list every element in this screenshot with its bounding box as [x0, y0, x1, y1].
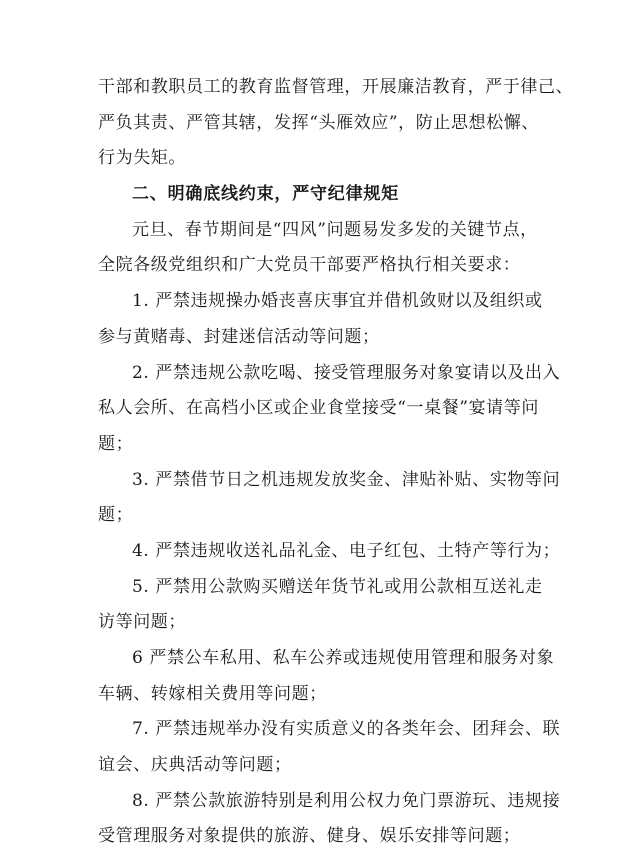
text-line: 1. 严禁违规操办婚丧喜庆事宜并借机敛财以及组织或 [132, 291, 543, 312]
text-line: 元旦、春节期间是“四风”问题易发多发的关键节点， [132, 219, 538, 240]
text-line: 私人会所、在高档小区或企业食堂接受“一桌餐”宴请等问 [98, 398, 539, 419]
text-line: 严负其责、严管其辖，发挥“头雁效应”，防止思想松懈、 [98, 112, 539, 133]
text-line: 4. 严禁违规收送礼品礼金、电子红包、土特产等行为； [132, 540, 561, 561]
text-line: 行为失矩。 [98, 148, 186, 169]
text-line: 7. 严禁违规举办没有实质意义的各类年会、团拜会、联 [132, 719, 561, 740]
text-line: 访等问题； [98, 612, 186, 633]
text-line: 5. 严禁用公款购买赠送年货节礼或用公款相互送礼走 [132, 576, 543, 597]
text-line: 题； [98, 433, 134, 454]
text-line: 6 严禁公车私用、私车公养或违规使用管理和服务对象 [132, 648, 555, 668]
text-line: 车辆、转嫁相关费用等问题； [98, 683, 327, 704]
text-line: 干部和教职员工的教育监督管理，开展廉洁教育，严于律己、 [98, 77, 574, 97]
text-line: 受管理服务对象提供的旅游、健身、娱乐安排等问题； [98, 826, 521, 847]
text-line: 题； [98, 505, 134, 526]
text-line: 2. 严禁违规公款吃喝、接受管理服务对象宴请以及出入 [132, 362, 561, 383]
document-body [98, 70, 574, 855]
text-line: 参与黄赌毒、封建迷信活动等问题； [98, 326, 380, 347]
text-line: 全院各级党组织和广大党员干部要严格执行相关要求： [98, 255, 521, 276]
text-line: 谊会、庆典活动等问题； [98, 755, 292, 776]
text-line: 3. 严禁借节日之机违规发放奖金、津贴补贴、实物等问 [132, 469, 561, 490]
section-heading: 二、明确底线约束，严守纪律规矩 [132, 184, 399, 205]
text-line: 8. 严禁公款旅游特别是利用公权力免门票游玩、违规接 [132, 790, 561, 811]
